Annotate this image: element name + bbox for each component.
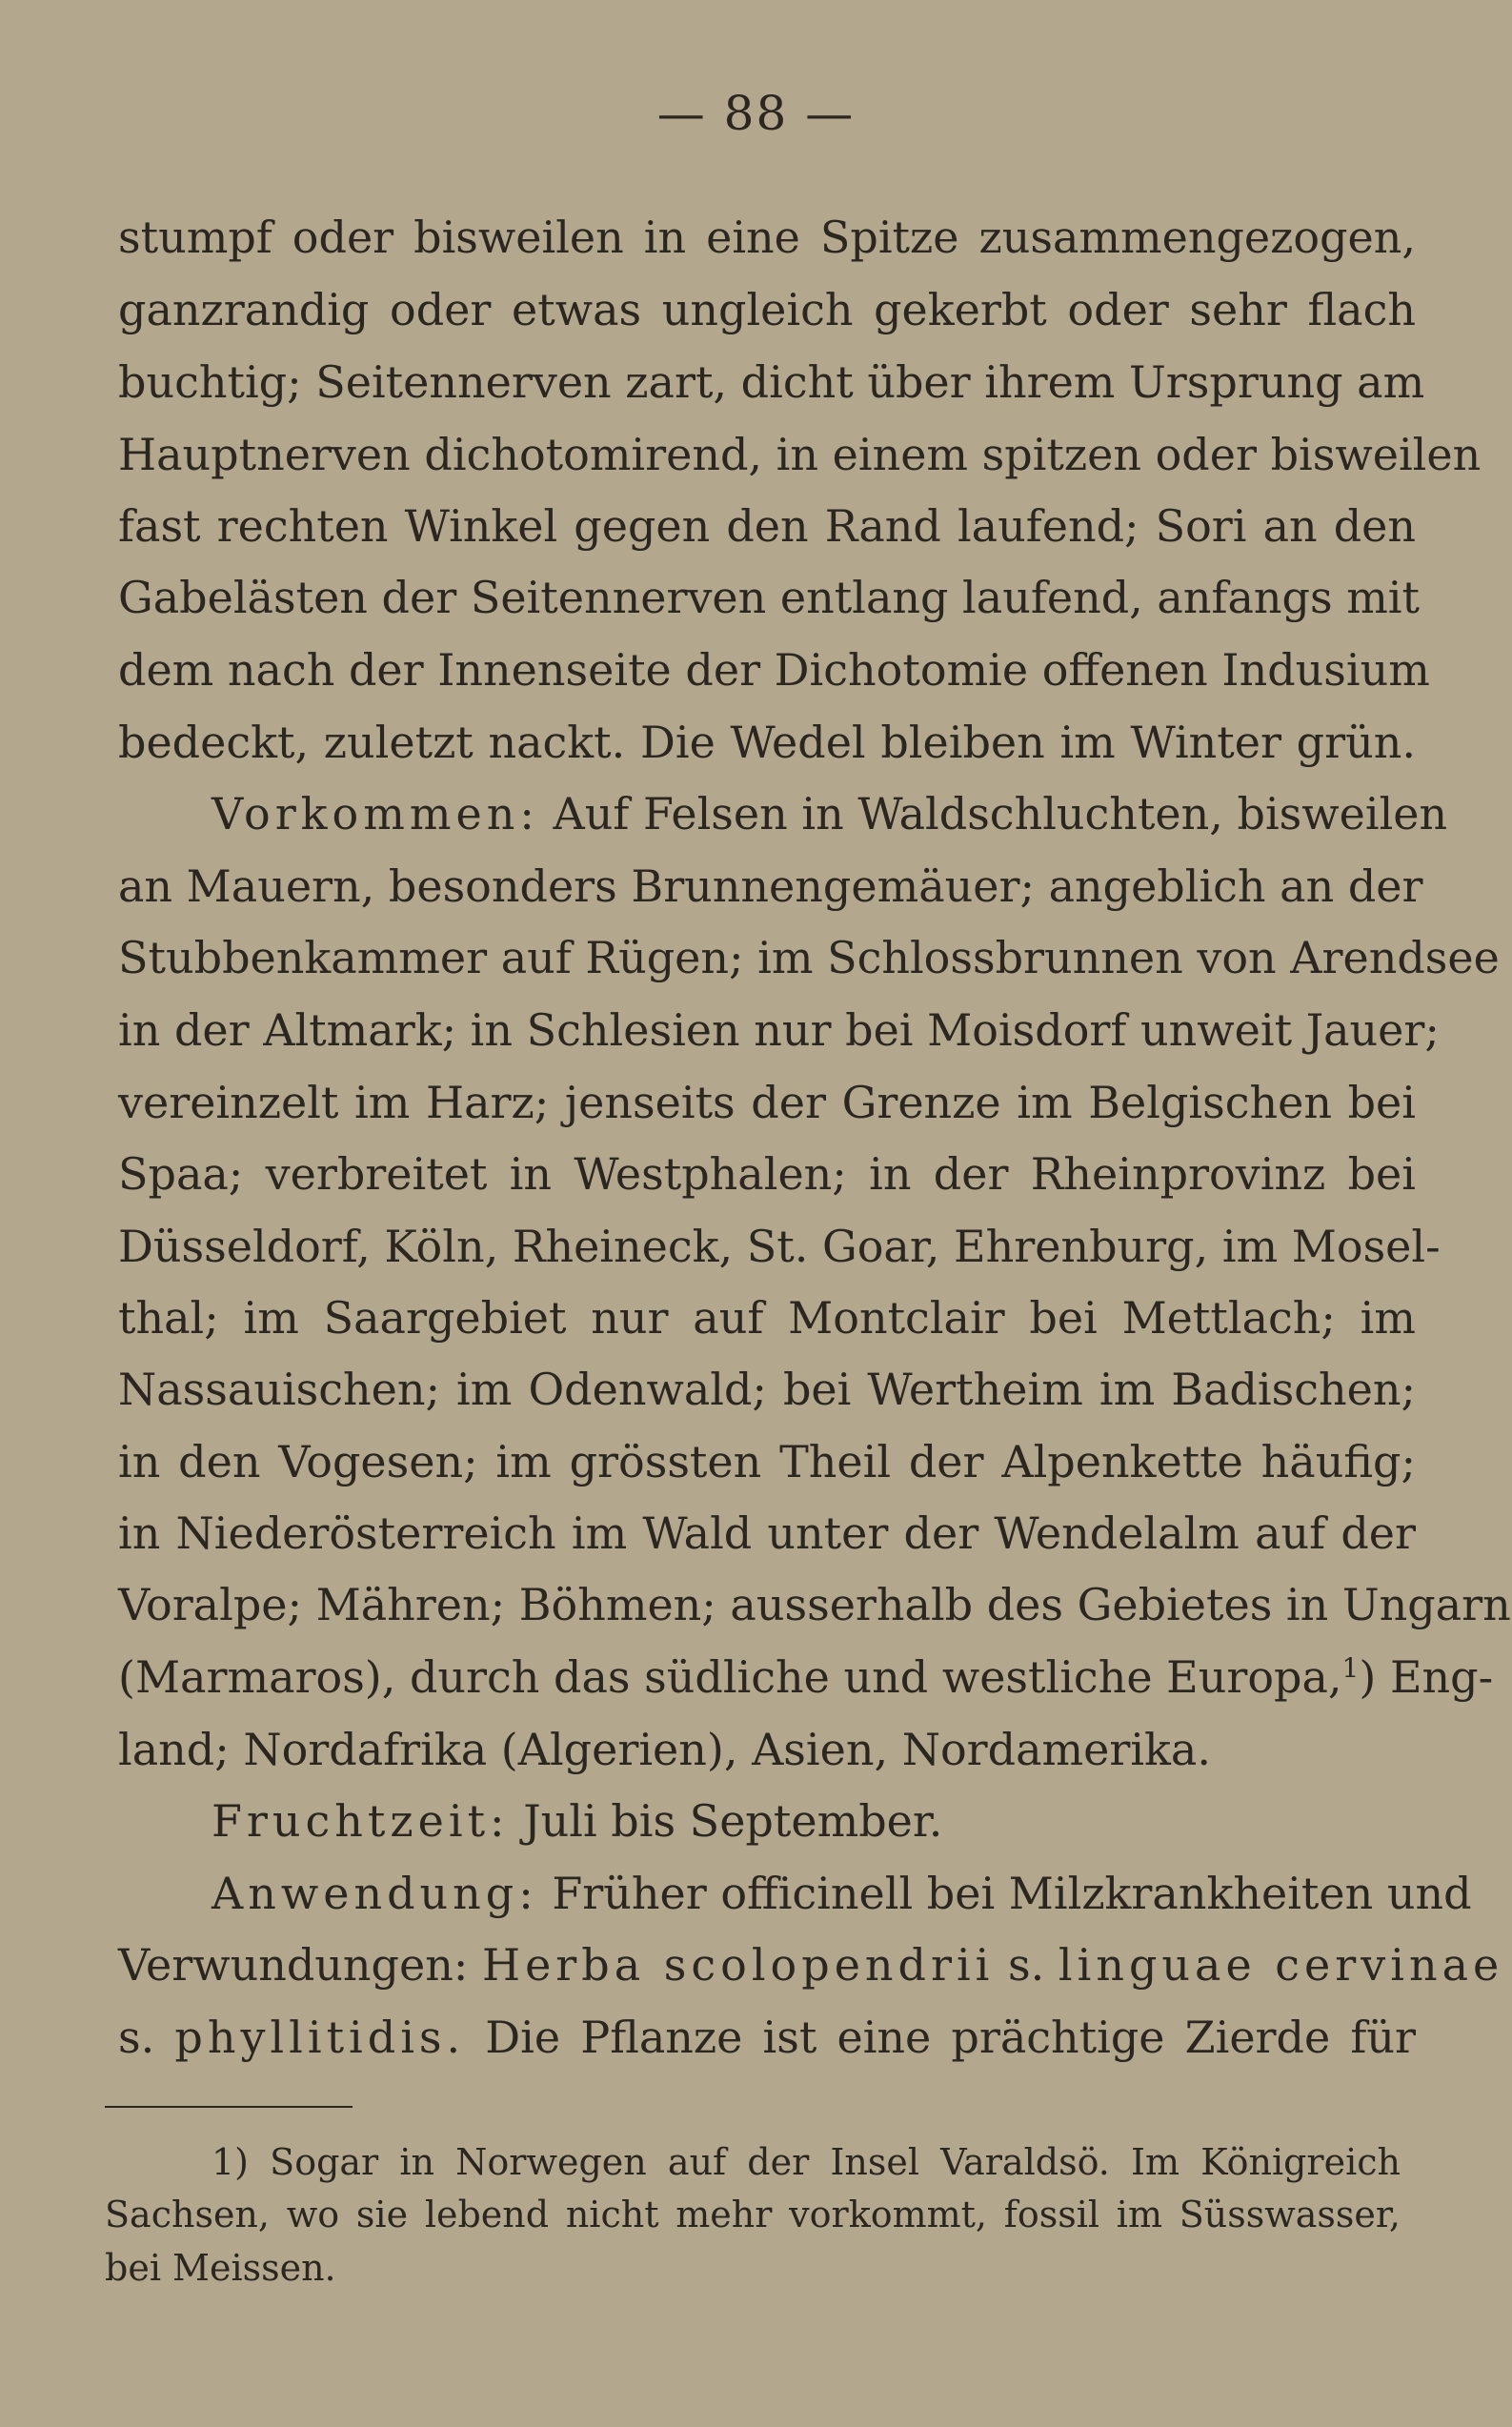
text-line: in Niederösterreich im Wald unter der Wendelalm auf der [118, 1507, 1416, 1559]
text-line: Hauptnerven dichotomirend, in einem spitzen oder bisweilen [118, 429, 1482, 480]
text-line: bedeckt, zuletzt nackt. Die Wedel bleiben im Winter grün. [118, 717, 1416, 768]
text-line: in den Vogesen; im grössten Theil der Alpenkette häufig; [118, 1436, 1416, 1487]
text-line [118, 1938, 1504, 1992]
text-line: an Mauern, besonders Brunnengemäuer; angeblich an der [118, 860, 1423, 912]
latin-name: Herba scolopendrii [481, 1939, 995, 1991]
latin-name: linguae cervinae [1058, 1939, 1504, 1991]
text-line: Stubbenkammer auf Rügen; im Schlossbrunnen von Arendsee [118, 932, 1500, 983]
text-line [118, 1650, 1494, 1704]
text-line: thal; im Saargebiet nur auf Montclair bei Mettlach; im [118, 1292, 1416, 1344]
text-line: Gabelästen der Seitennerven entlang laufend, anfangs mit [118, 572, 1421, 623]
text-span: ) Eng- [1359, 1651, 1494, 1703]
text-span: Verwundungen: [118, 1939, 469, 1991]
text-line-vorkommen [212, 787, 1448, 840]
text-span: Juli bis September. [523, 1795, 943, 1847]
text-line [118, 2011, 1416, 2064]
text-line: Voralpe; Mähren; Böhmen; ausserhalb des Gebietes in Ungarn [118, 1579, 1511, 1630]
text-span: Früher officinell bei Milzkrankheiten und [552, 1868, 1472, 1919]
footnote-line: Sachsen, wo sie lebend nicht mehr vorkommt, fossil im Süsswasser, [105, 2194, 1401, 2235]
text-span: Auf Felsen in Waldschluchten, bisweilen [553, 788, 1448, 839]
section-label-anwendung: Anwendung: [212, 1868, 538, 1919]
text-span: Die Pflanze ist eine prächtige Zierde für [485, 2012, 1416, 2063]
page-number: — 88 — [656, 86, 856, 141]
text-line: in der Altmark; in Schlesien nur bei Moisdorf unweit Jauer; [118, 1004, 1440, 1056]
text-line: Nassauischen; im Odenwald; bei Wertheim im Badischen; [118, 1364, 1416, 1415]
text-span: s. [118, 2012, 155, 2063]
text-line-fruchtzeit [212, 1794, 942, 1848]
footnote-ref: 1 [1341, 1652, 1360, 1684]
text-span: s. [1008, 1939, 1045, 1991]
latin-name: phyllitidis. [174, 2012, 466, 2063]
text-line: land; Nordafrika (Algerien), Asien, Nordamerika. [118, 1724, 1211, 1775]
footnote-line: 1) Sogar in Norwegen auf der Insel Varaldsö. Im Königreich [212, 2141, 1401, 2183]
text-line: Düsseldorf, Köln, Rheineck, St. Goar, Ehrenburg, im Mosel- [118, 1221, 1441, 1272]
footnote-rule [105, 2106, 353, 2108]
footnote-line: bei Meissen. [105, 2247, 336, 2289]
text-line: vereinzelt im Harz; jenseits der Grenze im Belgischen bei [118, 1077, 1416, 1128]
text-line: buchtig; Seitennerven zart, dicht über ihrem Ursprung am [118, 356, 1425, 408]
section-label-vorkommen: Vorkommen: [212, 788, 539, 839]
text-line-anwendung [212, 1867, 1472, 1920]
text-line: ganzrandig oder etwas ungleich gekerbt oder sehr flach [118, 284, 1416, 335]
text-line: fast rechten Winkel gegen den Rand laufend; Sori an den [118, 500, 1416, 552]
text-line: Spaa; verbreitet in Westphalen; in der Rheinprovinz bei [118, 1148, 1416, 1200]
text-span: (Marmaros), durch das südliche und westliche Europa, [118, 1651, 1342, 1703]
section-label-fruchtzeit: Fruchtzeit: [212, 1795, 510, 1847]
text-line: stumpf oder bisweilen in eine Spitze zusammengezogen, [118, 212, 1416, 263]
text-line: dem nach der Innenseite der Dichotomie offenen Indusium [118, 644, 1430, 696]
